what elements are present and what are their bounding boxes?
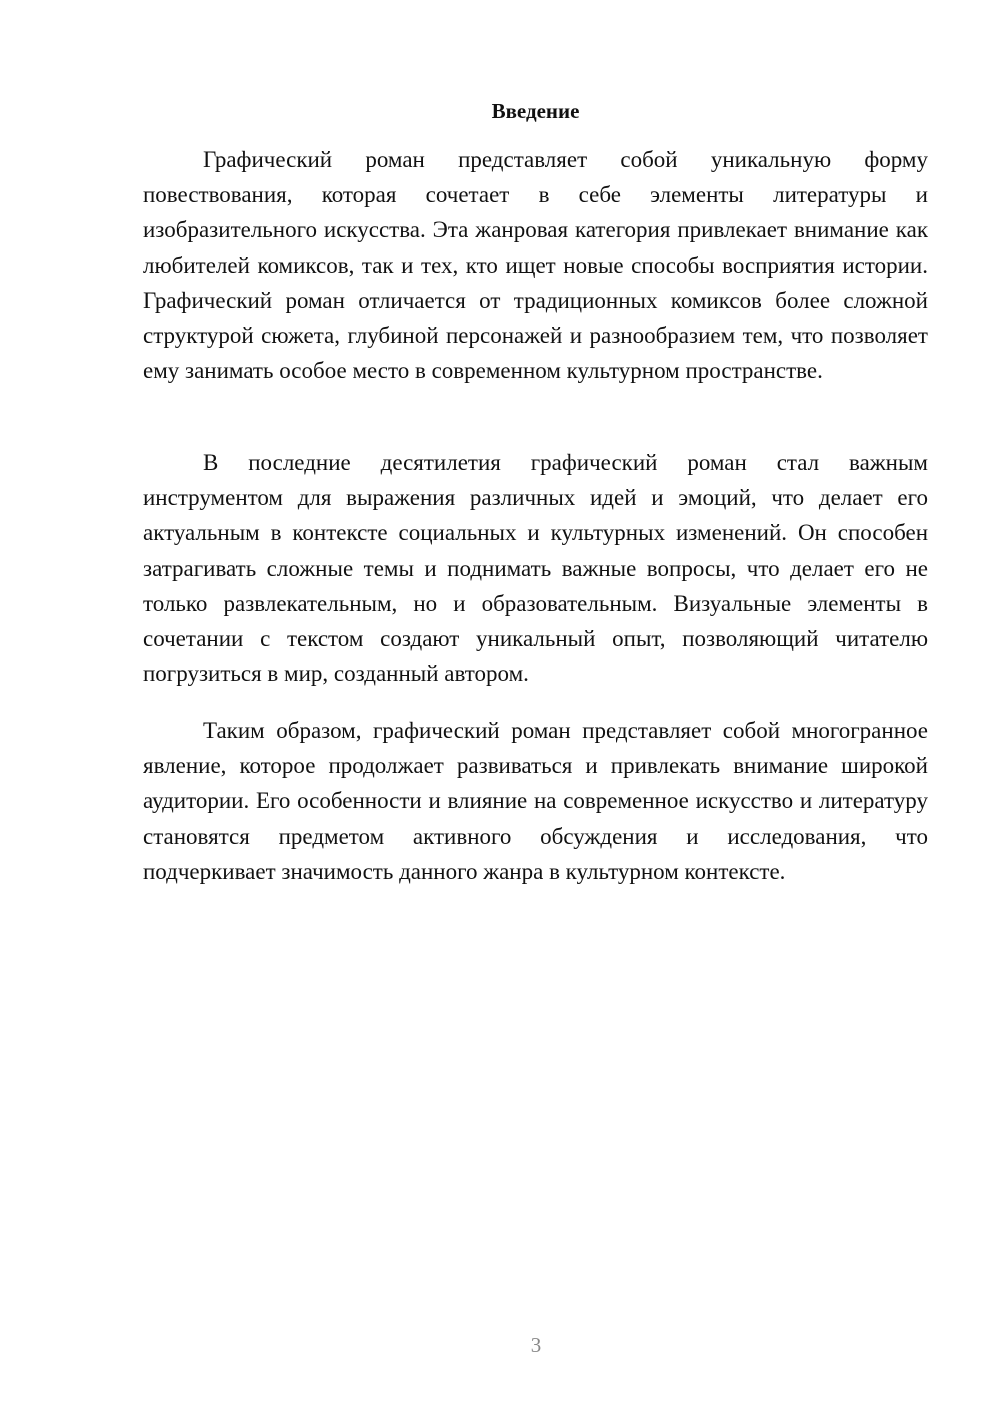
section-title: Введение <box>491 99 580 123</box>
paragraph-intro: Графический роман представляет собой уникальную форму повествования, которая сочетает в себе элементы литературы и изобразительного искусства. Эта жанровая категория привлекает внимание как любителей комиксов, так и тех, кто ищет новые способы восприятия истории. Графический роман отличается от традиционных комиксов более сложной структурой сюжета, глубиной персонажей и разнообразием тем, что позволяет ему занимать особое место в современном культурном пространстве. <box>143 147 928 384</box>
page-number: 3 <box>530 1333 542 1357</box>
paragraph-recent-decades: В последние десятилетия графический роман стал важным инструментом для выражения различных идей и эмоций, что делает его актуальным в контексте социальных и культурных изменений. Он способен затрагивать сложные темы и поднимать важные вопросы, что делает его не только развлекательным, но и образовательным. Визуальные элементы в сочетании с текстом создают уникальный опыт, позволяющий читателю погрузиться в мир, созданный автором. <box>143 450 928 687</box>
paragraph-conclusion: Таким образом, графический роман представляет собой многогранное явление, которое продолжает развиваться и привлекать внимание широкой аудитории. Его особенности и влияние на современное искусство и литературу становятся предметом активного обсуждения и исследования, что подчеркивает значимость данного жанра в культурном контексте. <box>143 718 928 884</box>
